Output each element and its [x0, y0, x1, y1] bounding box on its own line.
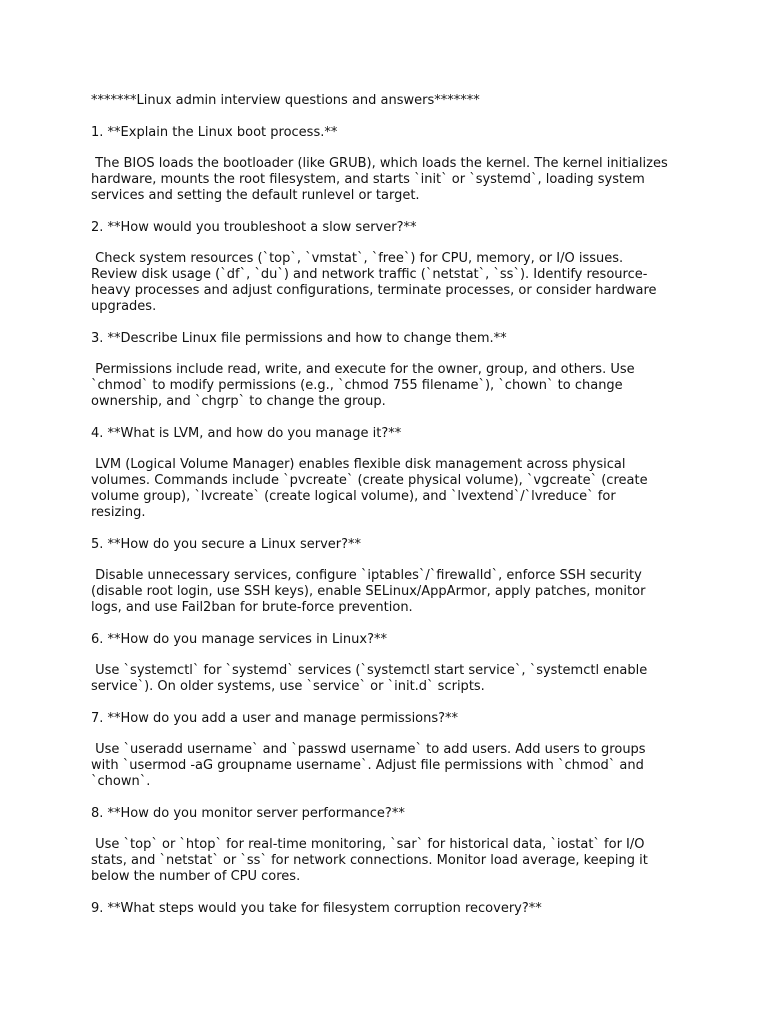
question-heading: 3. **Describe Linux file permissions and how to change them.** — [91, 331, 507, 346]
answer-line: Review disk usage (`df`, `du`) and network traffic (`netstat`, `ss`). Identify resource- — [91, 267, 648, 282]
answer-line: volumes. Commands include `pvcreate` (create physical volume), `vgcreate` (create — [91, 473, 648, 488]
answer-paragraph — [91, 457, 691, 521]
answer-paragraph — [91, 362, 691, 410]
answer-paragraph — [91, 663, 691, 695]
answer-line: upgrades. — [91, 299, 157, 314]
answer-line: logs, and use Fail2ban for brute-force prevention. — [91, 600, 413, 615]
answer-line: `chown`. — [91, 774, 151, 789]
answer-line: Check system resources (`top`, `vmstat`, `free`) for CPU, memory, or I/O issues. — [91, 251, 624, 266]
qa-item — [91, 806, 691, 885]
question-heading: 5. **How do you secure a Linux server?** — [91, 537, 362, 552]
question-heading: 9. **What steps would you take for filesystem corruption recovery?** — [91, 901, 542, 916]
answer-paragraph — [91, 251, 691, 315]
answer-line: hardware, mounts the root filesystem, and starts `init` or `systemd`, loading system — [91, 172, 645, 187]
question-heading: 2. **How would you troubleshoot a slow server?** — [91, 220, 417, 235]
qa-item — [91, 901, 691, 917]
qa-list — [91, 125, 691, 917]
answer-line: resizing. — [91, 505, 146, 520]
qa-item — [91, 632, 691, 695]
answer-line: Disable unnecessary services, configure `iptables`/`firewalld`, enforce SSH security — [91, 568, 642, 583]
qa-item — [91, 331, 691, 410]
answer-line: volume group), `lvcreate` (create logical volume), and `lvextend`/`lvreduce` for — [91, 489, 616, 504]
answer-line: with `usermod -aG groupname username`. Adjust file permissions with `chmod` and — [91, 758, 644, 773]
answer-paragraph — [91, 156, 691, 204]
answer-line: below the number of CPU cores. — [91, 869, 301, 884]
qa-item — [91, 537, 691, 616]
answer-line: Use `systemctl` for `systemd` services (`systemctl start service`, `systemctl enable — [91, 663, 648, 678]
answer-line: The BIOS loads the bootloader (like GRUB), which loads the kernel. The kernel initializes — [91, 156, 668, 171]
question-heading: 1. **Explain the Linux boot process.** — [91, 125, 338, 140]
answer-line: (disable root login, use SSH keys), enable SELinux/AppArmor, apply patches, monitor — [91, 584, 646, 599]
answer-line: Use `top` or `htop` for real-time monitoring, `sar` for historical data, `iostat` for I/O — [91, 837, 645, 852]
document-page — [91, 93, 691, 932]
answer-line: Use `useradd username` and `passwd username` to add users. Add users to groups — [91, 742, 646, 757]
document-title: *******Linux admin interview questions and answers******* — [91, 93, 480, 108]
answer-line: `chmod` to modify permissions (e.g., `chmod 755 filename`), `chown` to change — [91, 378, 623, 393]
answer-line: heavy processes and adjust configurations, terminate processes, or consider hardware — [91, 283, 657, 298]
answer-paragraph — [91, 568, 691, 616]
qa-item — [91, 125, 691, 204]
answer-line: Permissions include read, write, and execute for the owner, group, and others. Use — [91, 362, 635, 377]
answer-line: service`). On older systems, use `service` or `init.d` scripts. — [91, 679, 485, 694]
qa-item — [91, 220, 691, 315]
qa-item — [91, 426, 691, 521]
answer-line: services and setting the default runlevel or target. — [91, 188, 420, 203]
qa-item — [91, 711, 691, 790]
answer-line: stats, and `netstat` or `ss` for network connections. Monitor load average, keeping it — [91, 853, 648, 868]
answer-paragraph — [91, 742, 691, 790]
answer-line: ownership, and `chgrp` to change the group. — [91, 394, 386, 409]
question-heading: 6. **How do you manage services in Linux?** — [91, 632, 387, 647]
answer-line: LVM (Logical Volume Manager) enables flexible disk management across physical — [91, 457, 626, 472]
question-heading: 8. **How do you monitor server performance?** — [91, 806, 405, 821]
answer-paragraph — [91, 837, 691, 885]
question-heading: 7. **How do you add a user and manage permissions?** — [91, 711, 459, 726]
question-heading: 4. **What is LVM, and how do you manage it?** — [91, 426, 402, 441]
